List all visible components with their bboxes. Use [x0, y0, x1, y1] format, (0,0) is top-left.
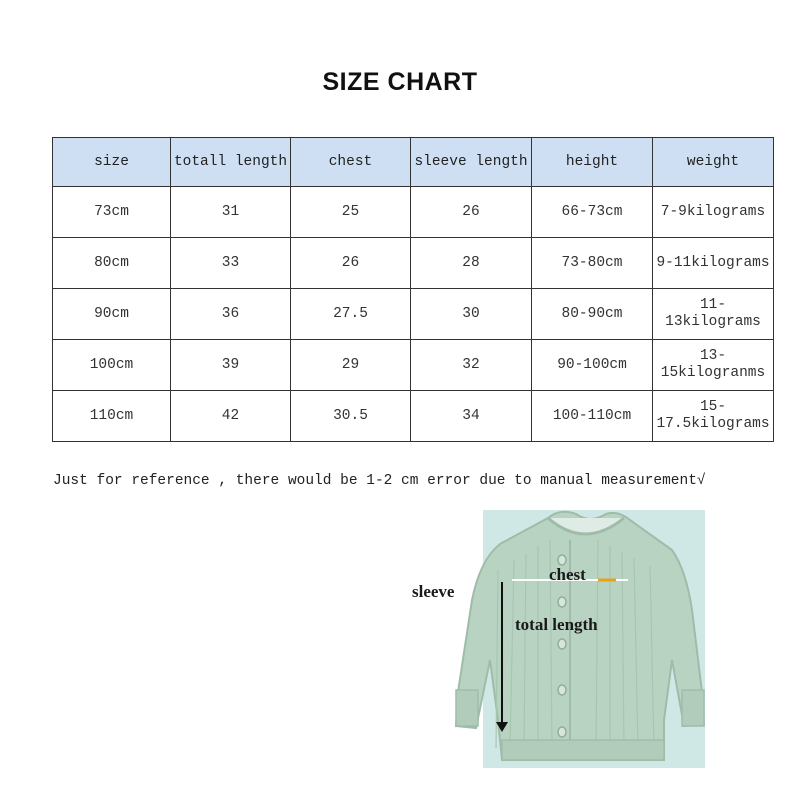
table-row [53, 391, 774, 442]
table-header-row [53, 138, 774, 187]
cell-size: 90cm [53, 289, 171, 340]
cell-total-length: 36 [171, 289, 291, 340]
header-size: size [53, 138, 171, 187]
cell-size: 110cm [53, 391, 171, 442]
size-chart-title: SIZE CHART [322, 68, 478, 96]
cell-size: 80cm [53, 238, 171, 289]
cell-total-length: 31 [171, 187, 291, 238]
cell-chest: 29 [291, 340, 411, 391]
cell-chest: 30.5 [291, 391, 411, 442]
cell-height: 73-80cm [532, 238, 653, 289]
header-sleeve-length: sleeve length [411, 138, 532, 187]
right-cuff [682, 690, 704, 726]
cell-chest: 25 [291, 187, 411, 238]
garment-diagram [410, 510, 710, 780]
cell-weight: 7-9kilograms [653, 187, 774, 238]
cell-sleeve-length: 28 [411, 238, 532, 289]
cell-weight: 9-11kilograms [653, 238, 774, 289]
size-table [52, 137, 774, 442]
cell-chest: 26 [291, 238, 411, 289]
cell-height: 100-110cm [532, 391, 653, 442]
cell-chest: 27.5 [291, 289, 411, 340]
header-total-length: totall length [171, 138, 291, 187]
cell-sleeve-length: 30 [411, 289, 532, 340]
table-row [53, 340, 774, 391]
cell-height: 80-90cm [532, 289, 653, 340]
cell-sleeve-length: 32 [411, 340, 532, 391]
table-row [53, 238, 774, 289]
cell-weight: 13-15kilogranms [653, 340, 774, 391]
header-chest: chest [291, 138, 411, 187]
cell-size: 73cm [53, 187, 171, 238]
header-weight: weight [653, 138, 774, 187]
cell-weight: 15-17.5kilograms [653, 391, 774, 442]
chest-label: chest [549, 565, 586, 584]
cell-weight: 11-13kilograms [653, 289, 774, 340]
cell-height: 66-73cm [532, 187, 653, 238]
table-row [53, 289, 774, 340]
sleeve-label: sleeve [412, 582, 455, 601]
cardigan-illustration [410, 510, 710, 780]
cardigan-body [456, 512, 704, 760]
cell-total-length: 42 [171, 391, 291, 442]
cardigan-hem [502, 740, 664, 760]
header-height: height [532, 138, 653, 187]
cell-sleeve-length: 26 [411, 187, 532, 238]
table-row [53, 187, 774, 238]
measurement-note: Just for reference , there would be 1-2 cm error due to manual measurement√ [53, 473, 706, 489]
left-cuff [456, 690, 478, 726]
cell-sleeve-length: 34 [411, 391, 532, 442]
total-length-label: total length [515, 615, 598, 634]
cell-size: 100cm [53, 340, 171, 391]
cell-total-length: 33 [171, 238, 291, 289]
cell-height: 90-100cm [532, 340, 653, 391]
cell-total-length: 39 [171, 340, 291, 391]
